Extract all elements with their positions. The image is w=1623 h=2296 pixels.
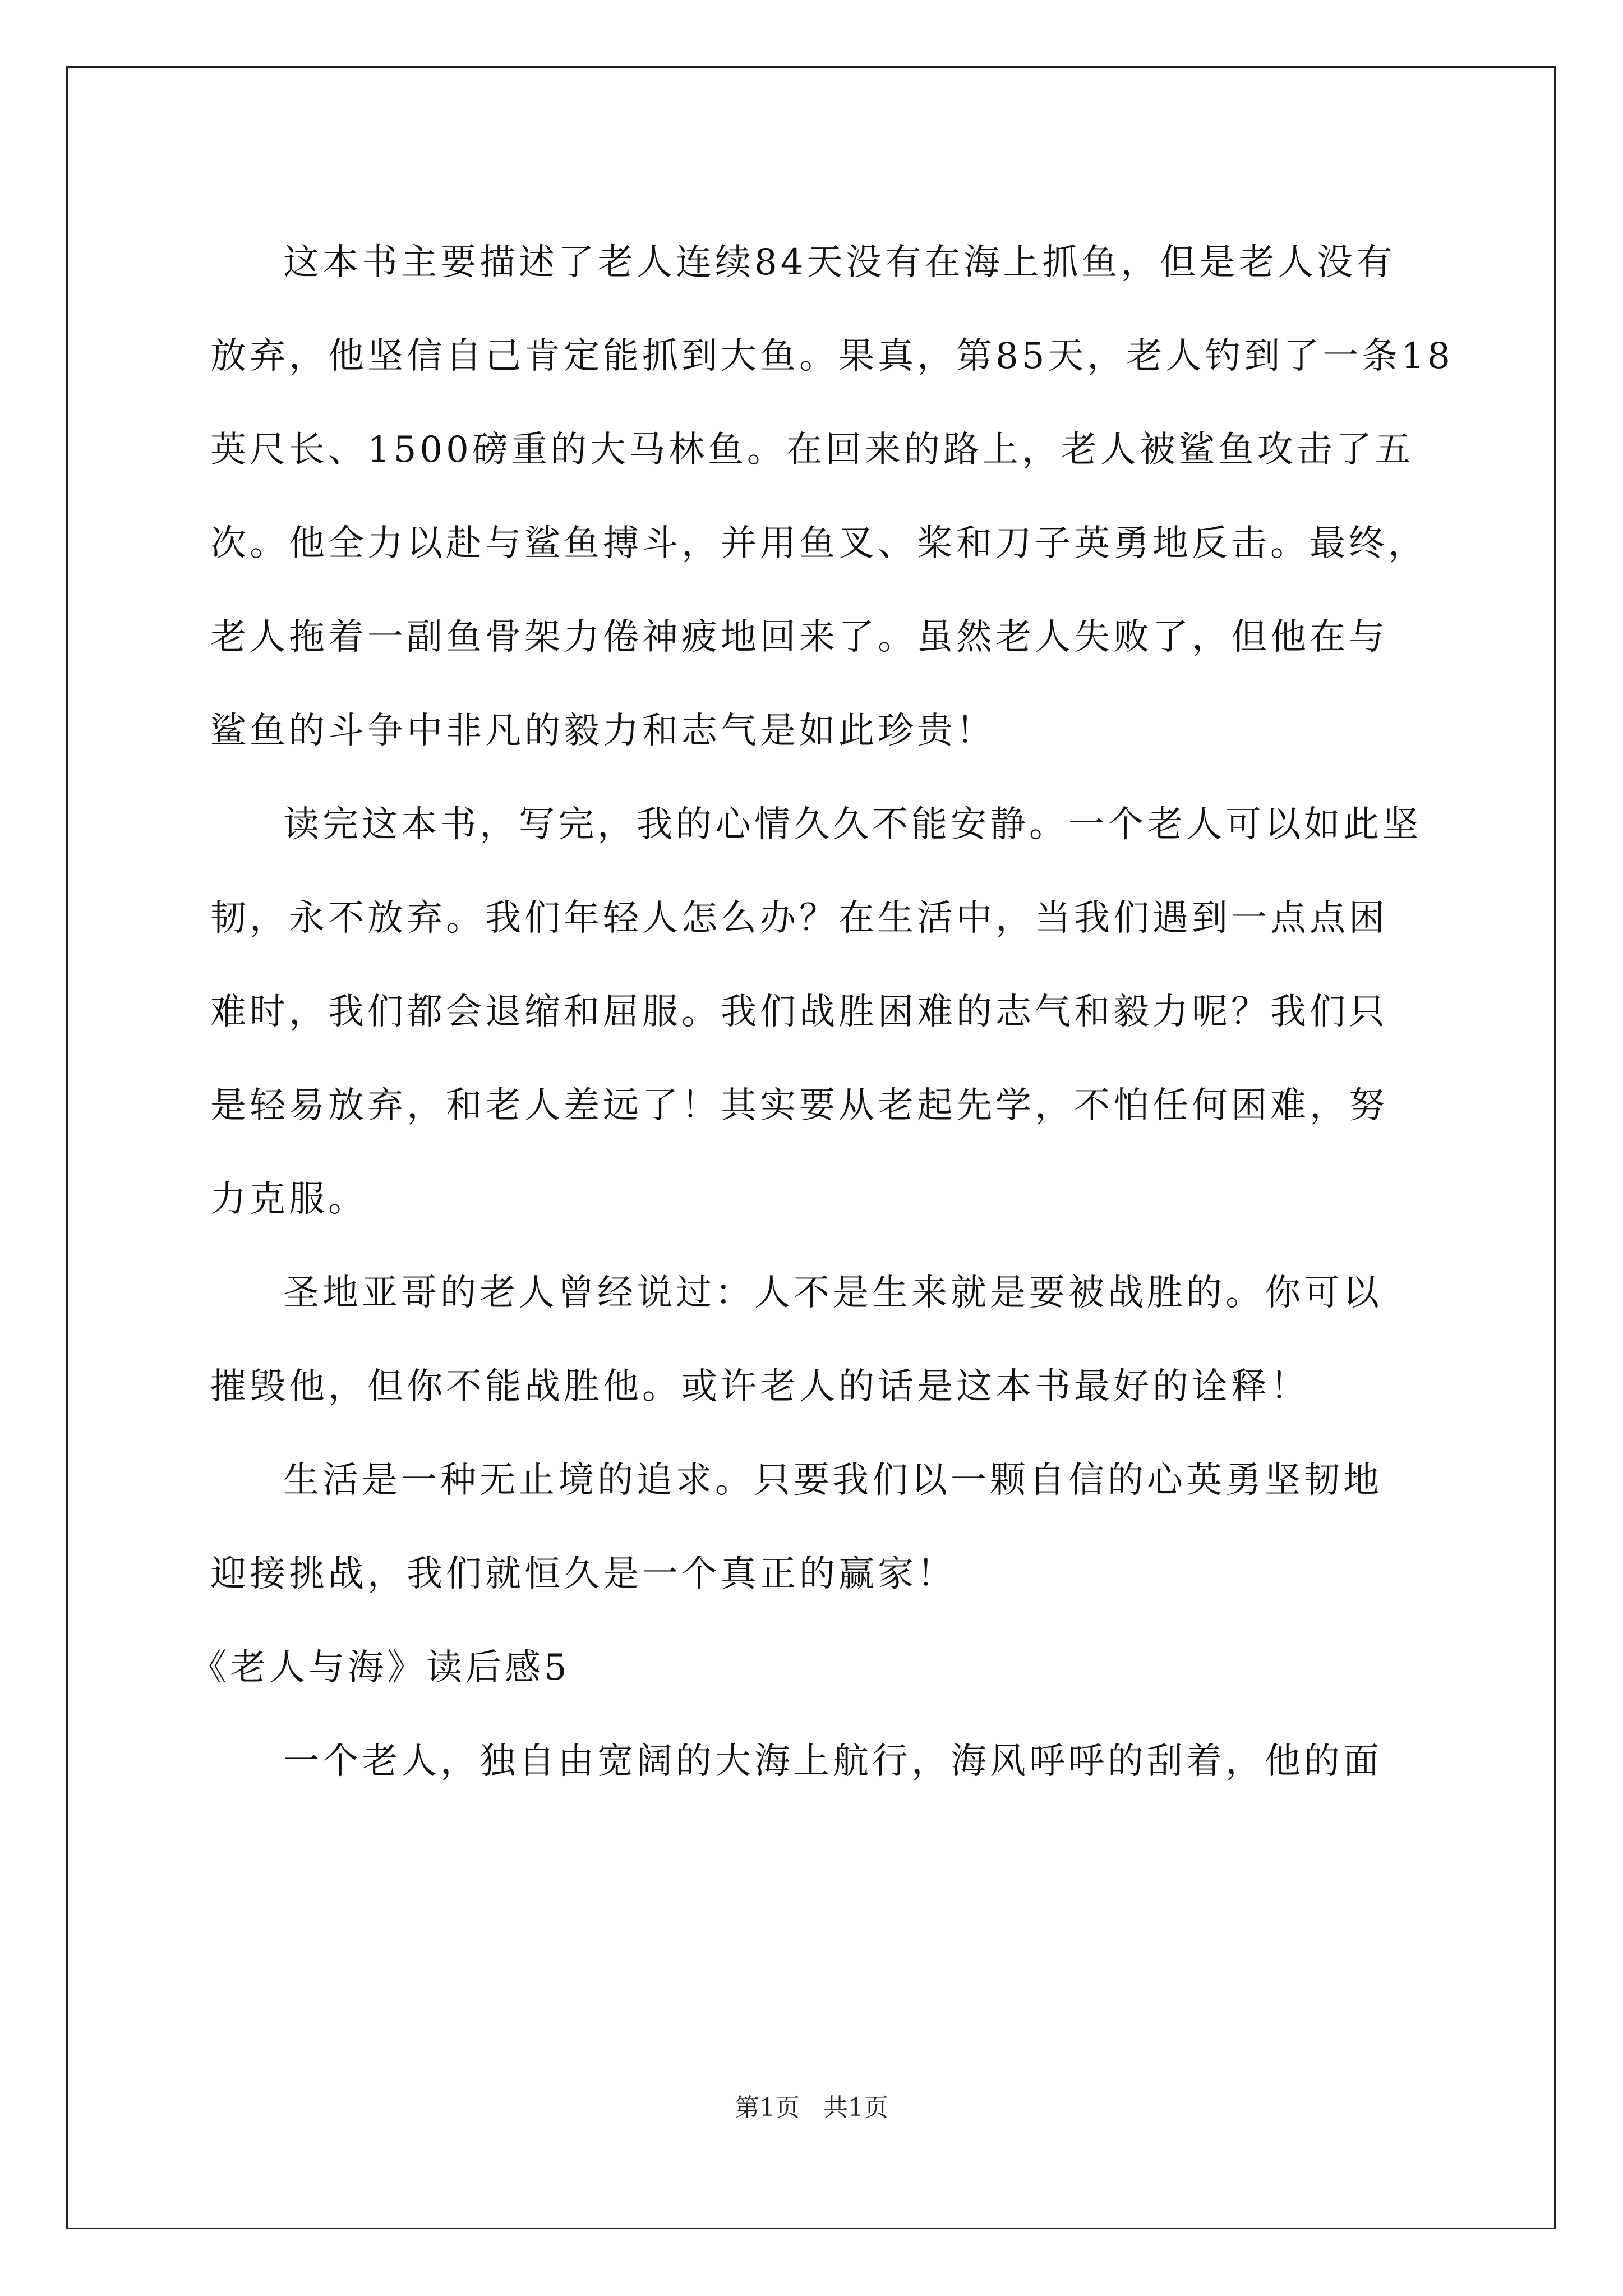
- text-line: 一个老人，独自由宽阔的大海上航行，海风呼呼的刮着，他的面: [283, 1741, 1382, 1782]
- text-line: 英尺长、1500磅重的大马林鱼。在回来的路上，老人被鲨鱼攻击了五: [210, 429, 1414, 471]
- text-line: 迎接挑战，我们就恒久是一个真正的赢家！: [210, 1553, 956, 1595]
- text-line: 韧，永不放弃。我们年轻人怎么办？在生活中，当我们遇到一点点困: [210, 898, 1388, 939]
- section-heading: 《老人与海》读后感5: [191, 1647, 570, 1688]
- page-footer: [0, 2091, 1623, 2125]
- text-line: 难时，我们都会退缩和屈服。我们战胜困难的志气和毅力呢？我们只: [210, 991, 1388, 1033]
- text-line: 放弃，他坚信自己肯定能抓到大鱼。果真，第85天，老人钓到了一条18: [210, 335, 1454, 377]
- text-line: 读完这本书，写完，我的心情久久不能安静。一个老人可以如此坚: [283, 804, 1422, 845]
- text-line: 生活是一种无止境的追求。只要我们以一颗自信的心英勇坚韧地: [283, 1460, 1382, 1501]
- text-line: 这本书主要描述了老人连续84天没有在海上抓鱼，但是老人没有: [283, 242, 1396, 283]
- page-total: 共1页: [823, 2093, 888, 2122]
- document-body: [191, 216, 1454, 1809]
- text-line: 次。他全力以赴与鲨鱼搏斗，并用鱼叉、桨和刀子英勇地反击。最终，: [210, 523, 1427, 564]
- text-line: 圣地亚哥的老人曾经说过：人不是生来就是要被战胜的。你可以: [283, 1272, 1382, 1314]
- text-line: 力克服。: [210, 1179, 367, 1220]
- text-line: 是轻易放弃，和老人差远了！其实要从老起先学，不怕任何困难，努: [210, 1085, 1388, 1126]
- text-line: 老人拖着一副鱼骨架力倦神疲地回来了。虽然老人失败了，但他在与: [210, 616, 1388, 658]
- text-line: 摧毁他，但你不能战胜他。或许老人的话是这本书最好的诠释！: [210, 1366, 1310, 1407]
- text-line: 鲨鱼的斗争中非凡的毅力和志气是如此珍贵！: [210, 710, 995, 752]
- page-number: 第1页: [735, 2093, 800, 2122]
